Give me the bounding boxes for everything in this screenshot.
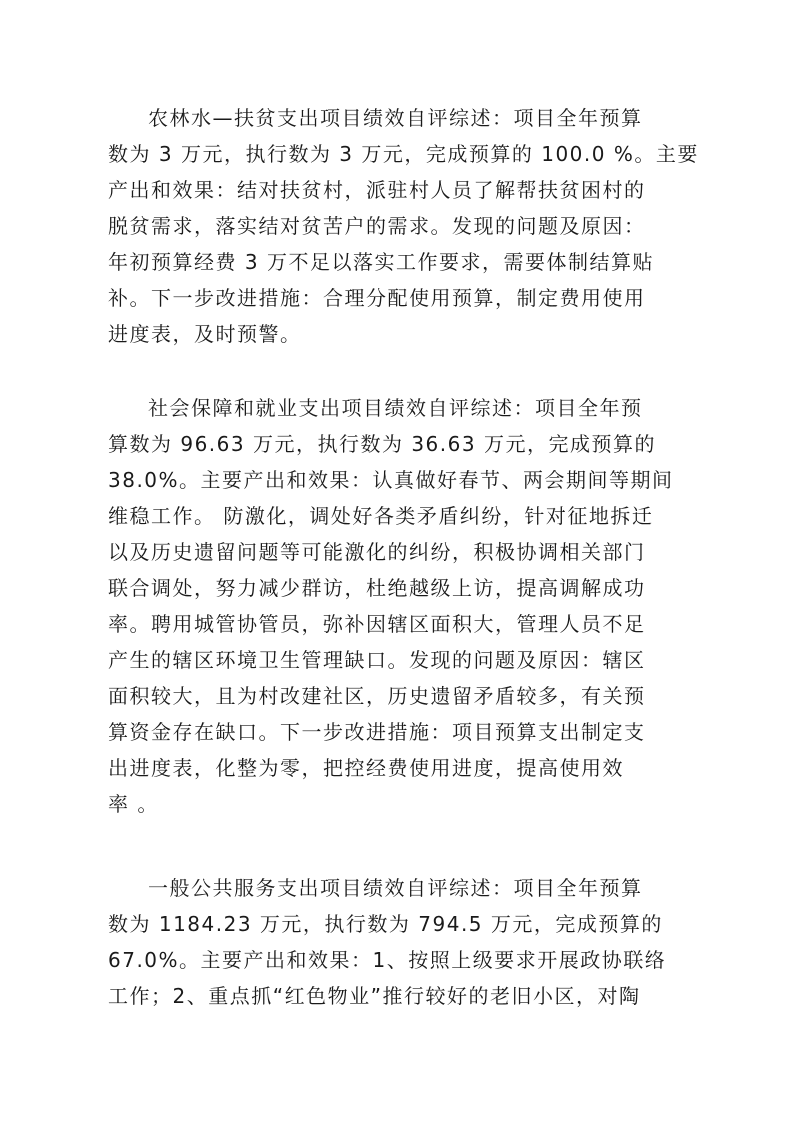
text-line: 社会保障和就业支出项目绩效自评综述：项目全年预 <box>148 396 643 420</box>
text-line: 数为 3 万元，执行数为 3 万元，完成预算的 100.0 %。主要 <box>108 142 699 166</box>
text-line: 38.0%。主要产出和效果：认真做好春节、两会期间等期间 <box>108 468 674 492</box>
text-line: 率 。 <box>108 792 159 816</box>
text-line: 面积较大，且为村改建社区，历史遗留矛盾较多，有关预 <box>108 684 646 708</box>
text-line: 数为 1184.23 万元，执行数为 794.5 万元，完成预算的 <box>108 912 663 936</box>
text-line: 脱贫需求，落实结对贫苦户的需求。发现的问题及原因： <box>108 214 646 238</box>
text-line: 算资金存在缺口。下一步改进措施：项目预算支出制定支 <box>108 720 646 744</box>
text-line: 补。下一步改进措施：合理分配使用预算，制定费用使用 <box>108 286 646 310</box>
text-line: 农林水—扶贫支出项目绩效自评综述：项目全年预算 <box>148 106 643 130</box>
text-line: 67.0%。主要产出和效果：1、按照上级要求开展政协联络 <box>108 948 667 972</box>
text-line: 以及历史遗留问题等可能激化的纠纷，积极协调相关部门 <box>108 540 646 564</box>
paragraph-social-security <box>108 390 674 822</box>
text-line: 产出和效果：结对扶贫村，派驻村人员了解帮扶贫困村的 <box>108 178 646 202</box>
text-line: 率。聘用城管协管员，弥补因辖区面积大，管理人员不足 <box>108 612 646 636</box>
text-line: 工作；2、重点抓“红色物业”推行较好的老旧小区，对陶 <box>108 984 641 1008</box>
text-line: 维稳工作。 防激化，调处好各类矛盾纠纷，针对征地拆迁 <box>108 504 654 528</box>
text-line: 产生的辖区环境卫生管理缺口。发现的问题及原因：辖区 <box>108 648 646 672</box>
paragraph-general-public-services <box>108 870 668 1014</box>
text-line: 联合调处，努力减少群访，杜绝越级上访，提高调解成功 <box>108 576 646 600</box>
text-line: 算数为 96.63 万元，执行数为 36.63 万元，完成预算的 <box>108 432 656 456</box>
paragraph-agriculture-poverty <box>108 100 699 352</box>
text-line: 进度表，及时预警。 <box>108 322 302 346</box>
text-line: 出进度表，化整为零，把控经费使用进度，提高使用效 <box>108 756 624 780</box>
text-line: 一般公共服务支出项目绩效自评综述：项目全年预算 <box>148 876 643 900</box>
text-line: 年初预算经费 3 万不足以落实工作要求，需要体制结算贴 <box>108 250 654 274</box>
